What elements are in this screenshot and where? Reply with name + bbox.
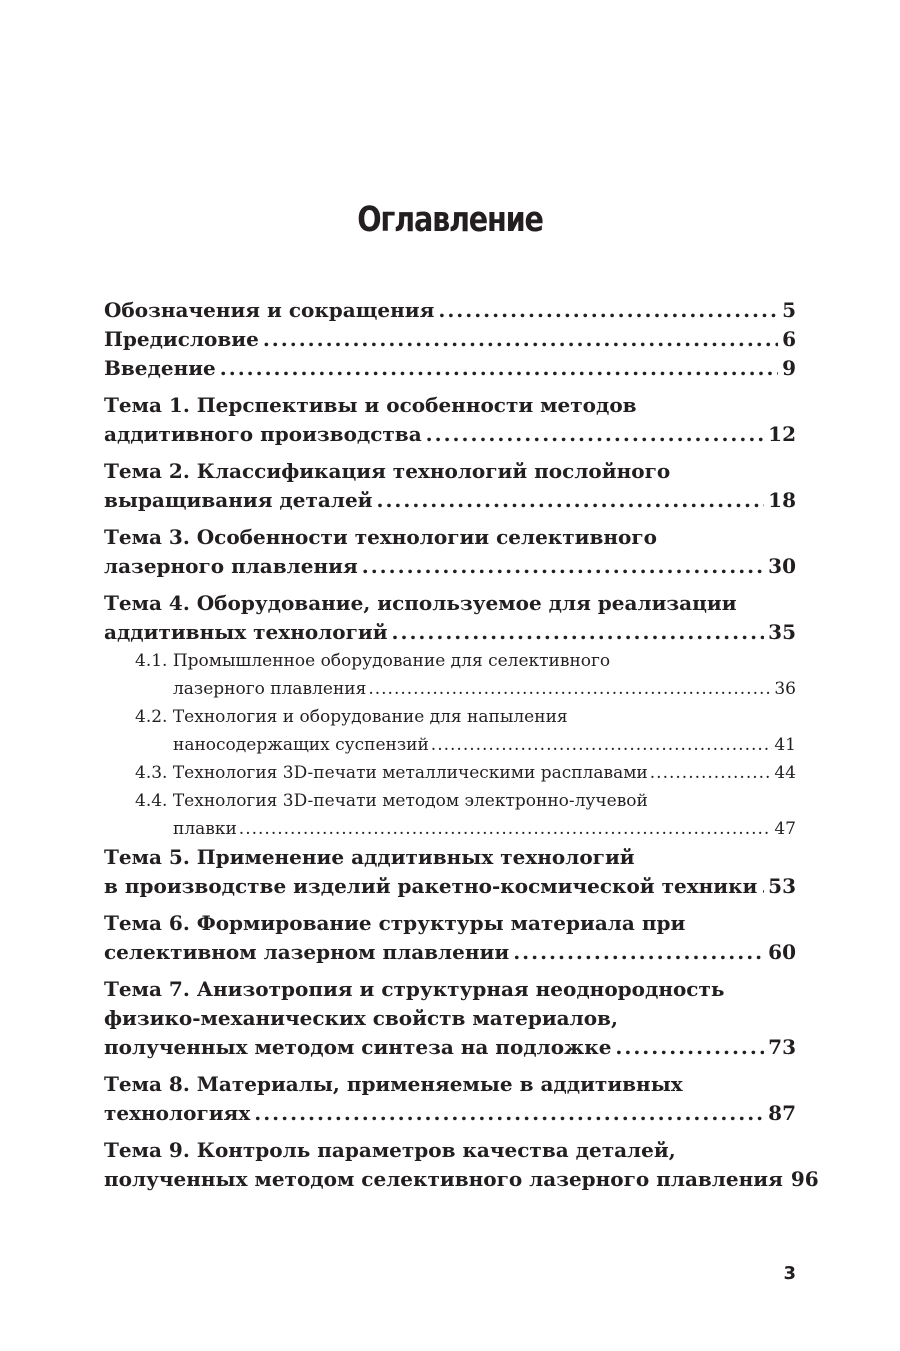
dot-leader [650, 759, 773, 787]
toc-entry-text: Тема 1. Перспективы и особенности методов [104, 393, 637, 417]
toc-page-number: 44 [774, 763, 796, 783]
dot-leader [615, 1033, 764, 1062]
toc-entry-text: Обозначения и сокращения [104, 298, 435, 322]
toc-page-number: 87 [768, 1101, 796, 1125]
toc-entry[interactable] [104, 391, 796, 449]
toc-entry-text: Введение [104, 356, 216, 380]
page-number: 3 [783, 1263, 796, 1284]
toc-entry[interactable] [104, 523, 796, 581]
toc-subentry[interactable] [135, 759, 796, 787]
toc-entry-text: селективном лазерном плавлении [104, 940, 510, 964]
toc-entry-text: 4.3. Технология 3D-печати металлическими расплавами [135, 763, 648, 783]
toc-page-number: 6 [782, 327, 796, 351]
dot-leader [254, 1099, 764, 1128]
toc-entry-text: Тема 9. Контроль параметров качества деталей, [104, 1138, 676, 1162]
page-title: Оглавление [357, 200, 543, 240]
toc-subentry[interactable] [135, 787, 796, 843]
toc-page-number: 36 [774, 679, 796, 699]
toc-entry-text: физико-механических свойств материалов, [104, 1006, 618, 1030]
toc-entry-text: лазерного плавления [173, 679, 367, 699]
toc-page-number: 5 [782, 298, 796, 322]
toc-entry-text: в производстве изделий ракетно-космической техники [104, 874, 758, 898]
toc-page-number: 53 [768, 874, 796, 898]
toc-entry-text: аддитивных технологий [104, 620, 388, 644]
toc-subentry[interactable] [135, 647, 796, 703]
dot-leader [426, 420, 764, 449]
dot-leader [368, 675, 772, 703]
toc-subentry[interactable] [135, 703, 796, 759]
toc-page-number: 18 [768, 488, 796, 512]
toc-page-number: 35 [768, 620, 796, 644]
toc-entry-text: плавки [173, 819, 237, 839]
toc-entry-text: 4.1. Промышленное оборудование для селективного [135, 651, 611, 671]
toc-page-number: 41 [774, 735, 796, 755]
toc-entry[interactable] [104, 589, 796, 647]
toc-entry-text: выращивания деталей [104, 488, 373, 512]
dot-leader [377, 486, 765, 515]
toc-entry[interactable] [104, 354, 796, 383]
toc-entry[interactable] [104, 975, 796, 1062]
dot-leader [220, 354, 778, 383]
toc-page-number: 73 [768, 1035, 796, 1059]
toc-entry-text: Тема 5. Применение аддитивных технологий [104, 845, 635, 869]
toc-page-number: 47 [774, 819, 796, 839]
dot-leader [263, 325, 778, 354]
toc-entry-text: Тема 4. Оборудование, используемое для реализации [104, 591, 737, 615]
toc-entry[interactable] [104, 909, 796, 967]
toc-entry[interactable] [104, 325, 796, 354]
toc-entry[interactable] [104, 457, 796, 515]
dot-leader [392, 618, 765, 647]
table-of-contents [104, 296, 819, 1202]
toc-entry[interactable] [104, 1136, 819, 1194]
toc-page-number: 12 [768, 422, 796, 446]
toc-page-number: 96 [790, 1167, 819, 1191]
toc-entry[interactable] [104, 296, 796, 325]
toc-entry-text: полученных методом синтеза на подложке [104, 1035, 612, 1059]
toc-entry-text: лазерного плавления [104, 554, 358, 578]
toc-entry-text: Предисловие [104, 327, 259, 351]
toc-entry[interactable] [104, 843, 796, 901]
toc-entry-text: наносодержащих суспензий [173, 735, 429, 755]
dot-leader [362, 552, 764, 581]
toc-entry-text: полученных методом селективного лазерного плавления [104, 1167, 783, 1191]
dot-leader [438, 296, 778, 325]
toc-entry[interactable] [104, 1070, 796, 1128]
dot-leader [239, 815, 773, 843]
toc-entry-text: Тема 7. Анизотропия и структурная неоднородность [104, 977, 725, 1001]
toc-page-number: 30 [768, 554, 796, 578]
toc-entry-text: Тема 8. Материалы, применяемые в аддитивных [104, 1072, 683, 1096]
toc-entry-text: 4.4. Технология 3D-печати методом электронно-лучевой [135, 791, 648, 811]
toc-entry-text: Тема 6. Формирование структуры материала при [104, 911, 686, 935]
toc-entry-text: технологиях [104, 1101, 251, 1125]
dot-leader [761, 872, 764, 901]
dot-leader [431, 731, 773, 759]
toc-entry-text: 4.2. Технология и оборудование для напыления [135, 707, 568, 727]
toc-entry-text: Тема 3. Особенности технологии селективного [104, 525, 657, 549]
toc-page-number: 9 [782, 356, 796, 380]
toc-entry-text: Тема 2. Классификация технологий послойного [104, 459, 671, 483]
toc-page-number: 60 [768, 940, 796, 964]
dot-leader [513, 938, 764, 967]
toc-entry-text: аддитивного производства [104, 422, 422, 446]
